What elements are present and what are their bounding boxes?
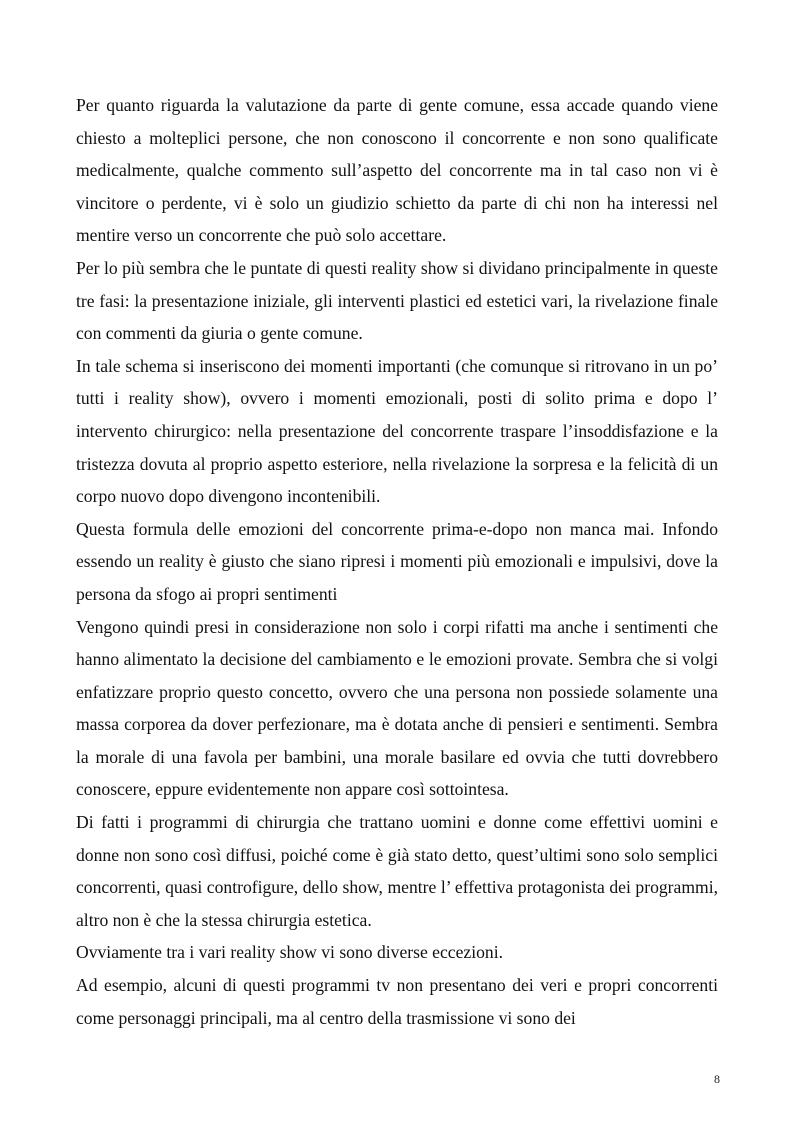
paragraph-4: Questa formula delle emozioni del concorrente prima-e-dopo non manca mai. Infondo essendo un reality è giusto che siano ripresi i momenti più emozionali e impulsivi, dove la persona da sfogo ai propri sentimenti bbox=[76, 518, 718, 604]
paragraph-6: Di fatti i programmi di chirurgia che trattano uomini e donne come effettivi uomini e donne non sono così diffusi, poiché come è già stato detto, quest’ultimi sono solo semplici concorrenti, quasi controfigure, dello show, mentre l’ effettiva protagonista dei programmi, altro non è che la stessa chirurgia estetica. bbox=[76, 812, 718, 930]
paragraph-3: In tale schema si inseriscono dei momenti importanti (che comunque si ritrovano in un po’ tutti i reality show), ovvero i momenti emozionali, posti di solito prima e dopo l’ intervento chirurgico: nella presentazione del concorrente traspare l’insoddisfazione e la tristezza dovuta al proprio aspetto esteriore, nella rivelazione la sorpresa e la felicità di un corpo nuovo dopo divengono incontenibili. bbox=[76, 355, 718, 507]
paragraph-2: Per lo più sembra che le puntate di questi reality show si dividano principalmente in queste tre fasi: la presentazione iniziale, gli interventi plastici ed estetici vari, la rivelazione finale con commenti da giuria o gente comune. bbox=[76, 257, 718, 344]
paragraph-1: Per quanto riguarda la valutazione da parte di gente comune, essa accade quando viene chiesto a molteplici persone, che non conoscono il concorrente e non sono qualificate medicalmente, qualche commento sull’aspetto del concorrente ma in tal caso non vi è vincitore o perdente, vi è solo un giudizio schietto da parte di chi non ha interessi nel mentire verso un concorrente che può solo accettare. bbox=[76, 95, 718, 246]
page-number: 8 bbox=[714, 1072, 720, 1086]
body-text bbox=[76, 89, 718, 1034]
paragraph-7: Ovviamente tra i vari reality show vi sono diverse eccezioni. bbox=[76, 942, 503, 963]
paragraph-5: Vengono quindi presi in considerazione non solo i corpi rifatti ma anche i sentimenti che hanno alimentato la decisione del cambiamento e le emozioni provate. Sembra che si volgi enfatizzare proprio questo concetto, ovvero che una persona non possiede solamente una massa corporea da dover perfezionare, ma è dotata anche di pensieri e sentimenti. Sembra la morale di una favola per bambini, una morale basilare ed ovvia che tutti dovrebbero conoscere, eppure evidentemente non appare così sottointesa. bbox=[76, 616, 718, 800]
paragraph-8: Ad esempio, alcuni di questi programmi tv non presentano dei veri e propri concorrenti come personaggi principali, ma al centro della trasmissione vi sono dei bbox=[76, 975, 718, 1028]
